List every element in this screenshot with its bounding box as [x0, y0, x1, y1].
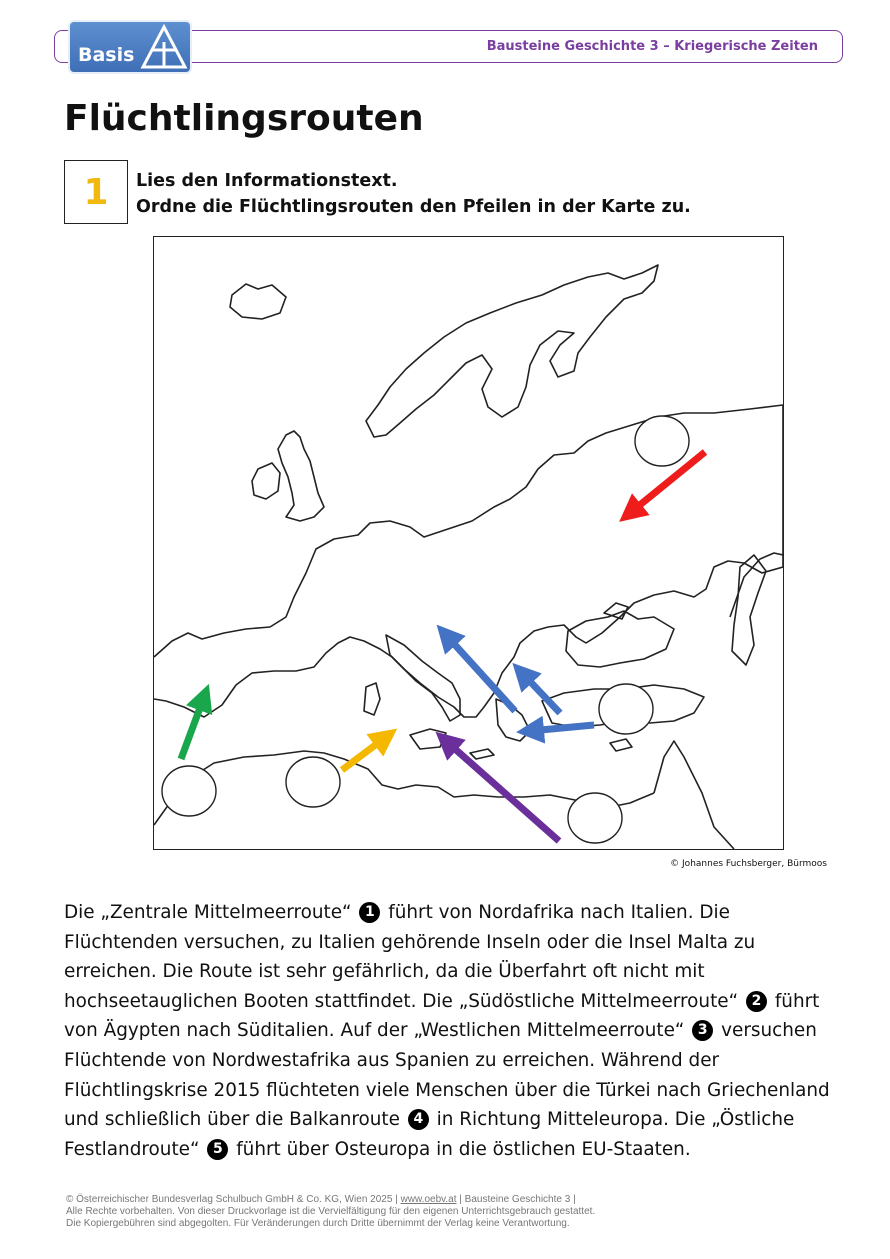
task-instruction-2: Ordne die Flüchtlingsrouten den Pfeilen in der Karte zu. — [136, 197, 691, 217]
blue-arrow — [530, 725, 594, 731]
blue-arrow — [522, 673, 560, 713]
route-number-badge: 3 — [692, 1020, 713, 1041]
task-number-box: 1 — [64, 160, 128, 224]
publisher-link[interactable]: www.oebv.at — [400, 1194, 457, 1205]
map-drawing — [154, 237, 783, 849]
triangle-logo-icon — [140, 24, 188, 70]
answer-circle — [568, 793, 622, 843]
route-number-badge: 5 — [207, 1139, 228, 1160]
answer-circle — [162, 766, 216, 816]
page-title: Flüchtlingsrouten — [64, 98, 424, 139]
route-number-badge: 2 — [746, 991, 767, 1012]
map-credit: © Johannes Fuchsberger, Bürmoos — [670, 859, 827, 869]
task-instruction-1: Lies den Informationstext. — [136, 171, 398, 191]
route-number-badge: 4 — [408, 1109, 429, 1130]
yellow-arrow — [342, 737, 386, 770]
answer-circle — [599, 684, 653, 734]
route-arrows — [181, 452, 705, 841]
green-arrow — [181, 697, 204, 759]
answer-circle — [635, 416, 689, 466]
answer-circle — [286, 757, 340, 807]
series-title: Bausteine Geschichte 3 – Kriegerische Zeiten — [486, 39, 818, 54]
blue-arrow — [446, 635, 515, 711]
route-number-badge: 1 — [359, 902, 380, 923]
basis-logo — [68, 20, 192, 74]
purple-arrow — [446, 741, 559, 841]
information-text: Die „Zentrale Mittelmeerroute“ 1 führt von Nordafrika nach Italien. Die Flüchtenden versuchen, zu Italien gehörende Inseln oder die Insel Malta zu erreichen. Die Route ist sehr gefährlich, da die Überfahrt oft nicht mit hochseetauglichen Booten stattfindet. Die „Südöstliche Mittelmeerroute“ 2 führt von Ägypten nach Süditalien. Auf der „Westlichen Mittelmeerroute“ 3 versuchen Flüchtende von Nordwestafrika aus Spanien zu erreichen. Während der Flüchtlingskrise 2015 flüchteten viele Menschen über die Türkei nach Griechenland und schließlich über die Balkanroute 4 in Richtung Mitteleuropa. Die „Östliche Festlandroute“ 5 führt über Osteuropa in die östlichen EU-Staaten. — [64, 902, 830, 1160]
footer: © Österreichischer Bundesverlag Schulbuch GmbH & Co. KG, Wien 2025 | www.oebv.at | Bausteine Geschichte 3 | Alle Rechte vorbehalten. Von dieser Druckvorlage ist die Vervielfältigung für den eigenen Unterrichtsgebrauch gestattet. Die Kopiergebühren sind abgegolten. Für Veränderungen durch Dritte übernimmt der Verlag keine Verantwortung. — [66, 1194, 596, 1229]
europe-map — [153, 236, 784, 850]
logo-text: Basis — [78, 44, 135, 66]
